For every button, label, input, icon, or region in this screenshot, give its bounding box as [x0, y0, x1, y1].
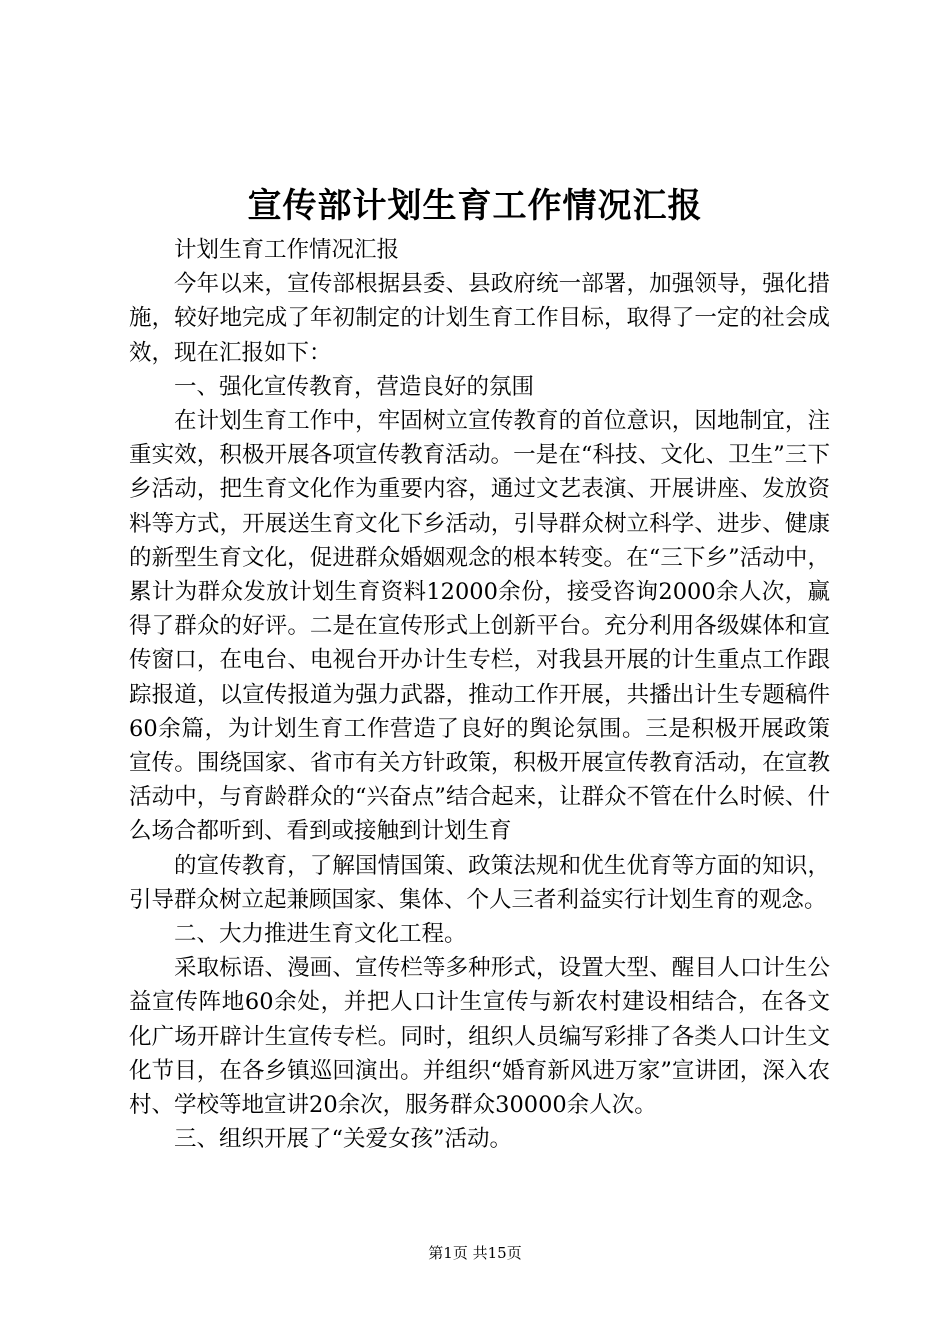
- section-1-paragraph: 在计划生育工作中，牢固树立宣传教育的首位意识，因地制宜，注重实效，积极开展各项宣传教育活动。一是在“科技、文化、卫生”三下乡活动，把生育文化作为重要内容，通过文艺表演、开展讲座、发放资料等方式，开展送生育文化下乡活动，引导群众树立科学、进步、健康的新型生育文化，促进群众婚姻观念的根本转变。在“三下乡”活动中，累计为群众发放计划生育资料12000余份，接受咨询2000余人次，赢得了群众的好评。二是在宣传形式上创新平台。充分利用各级媒体和宣传窗口，在电台、电视台开办计生专栏，对我县开展的计生重点工作跟踪报道，以宣传报道为强力武器，推动工作开展，共播出计生专题稿件60余篇，为计划生育工作营造了良好的舆论氛围。三是积极开展政策宣传。围绕国家、省市有关方针政策，积极开展宣传教育活动，在宣教活动中，与育龄群众的“兴奋点”结合起来，让群众不管在什么时候、什么场合都听到、看到或接触到计划生育: [129, 408, 830, 845]
- subtitle-paragraph: 计划生育工作情况汇报: [174, 237, 400, 263]
- document-title: 宣传部计划生育工作情况汇报: [247, 186, 703, 226]
- document-body: [129, 233, 830, 1156]
- intro-paragraph: 今年以来，宣传部根据县委、县政府统一部署，加强领导，强化措施，较好地完成了年初制定的计划生育工作目标，取得了一定的社会成效，现在汇报如下：: [129, 271, 830, 366]
- section-heading-2: 二、大力推进生育文化工程。: [174, 921, 467, 948]
- page-footer: [0, 1243, 950, 1263]
- section-1-continuation: 的宣传教育，了解国情国策、政策法规和优生优育等方面的知识，引导群众树立起兼顾国家、集体、个人三者利益实行计划生育的观念。: [129, 852, 830, 913]
- section-heading-3: 三、组织开展了“关爱女孩”活动。: [174, 1126, 513, 1153]
- section-2-paragraph: 采取标语、漫画、宣传栏等多种形式，设置大型、醒目人口计生公益宣传阵地60余处，并把人口计生宣传与新农村建设相结合，在各文化广场开辟计生宣传专栏。同时，组织人员编写彩排了各类人口计生文化节目，在各乡镇巡回演出。并组织“婚育新风进万家”宣讲团，深入农村、学校等地宣讲20余次，服务群众30000余人次。: [129, 955, 830, 1119]
- section-heading-1: 一、强化宣传教育，营造良好的氛围: [174, 373, 535, 400]
- page-indicator: 第1页 共15页: [428, 1244, 522, 1262]
